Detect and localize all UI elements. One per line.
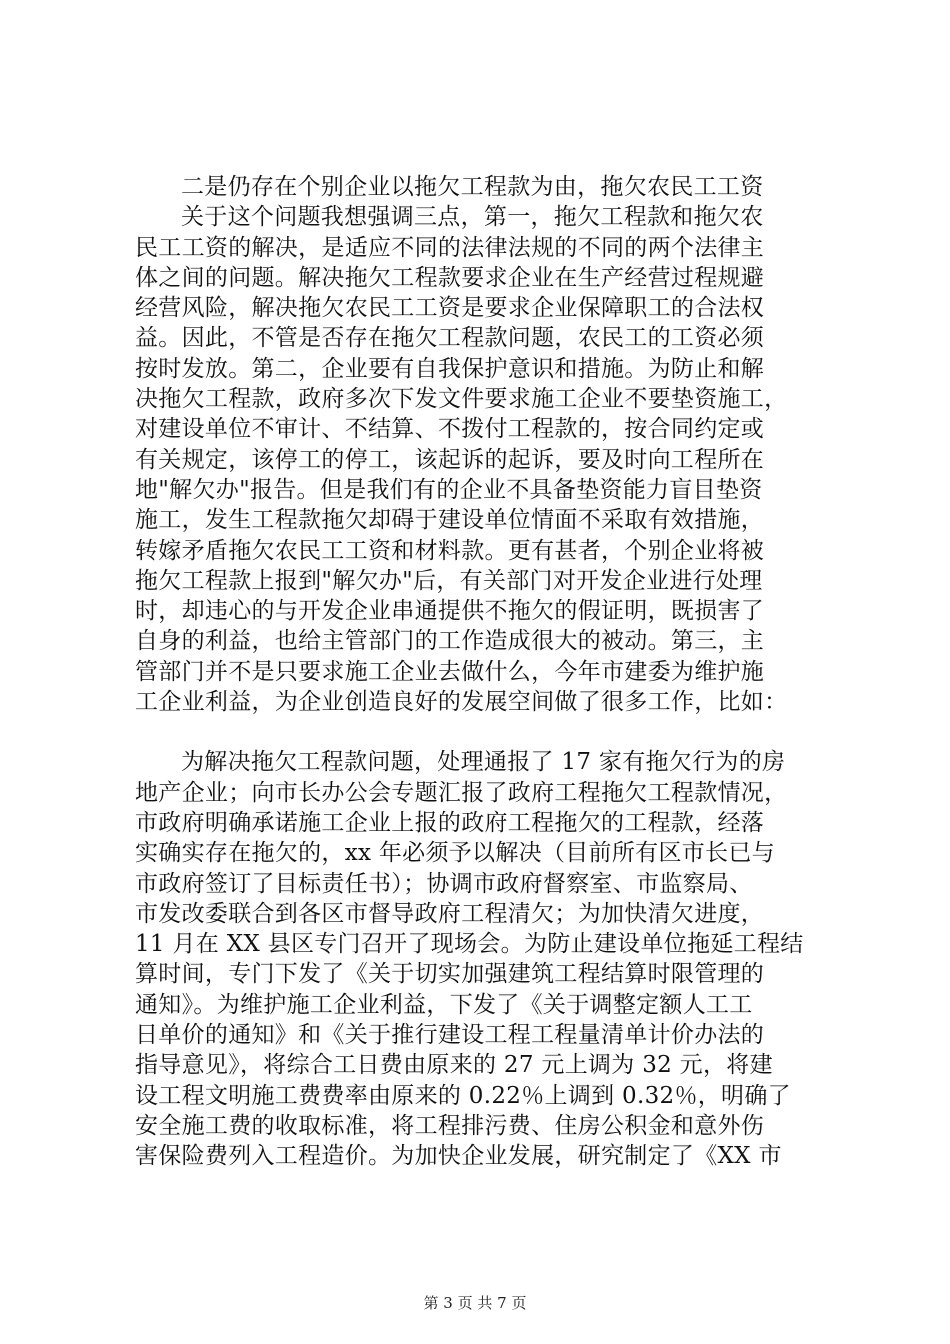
paragraph-1 bbox=[135, 172, 825, 202]
text-line: 益。因此，不管是否存在拖欠工程款问题，农民工的工资必须 bbox=[135, 325, 765, 352]
text-line: 经营风险，解决拖欠农民工工资是要求企业保障职工的合法权 bbox=[135, 295, 765, 322]
text-line: 体之间的问题。解决拖欠工程款要求企业在生产经营过程规避 bbox=[135, 264, 765, 291]
text-line: 地产企业；向市长办公会专题汇报了政府工程拖欠工程款情况， bbox=[135, 779, 788, 806]
text-line: 日单价的通知》和《关于推行建设工程工程量清单计价办法的 bbox=[135, 1022, 765, 1049]
text-line: 民工工资的解决，是适应不同的法律法规的不同的两个法律主 bbox=[135, 234, 765, 261]
text-line: 指导意见》，将综合工日费由原来的 27 元上调为 32 元，将建 bbox=[135, 1052, 773, 1079]
paragraph-3 bbox=[135, 747, 825, 1171]
text-line: 为解决拖欠工程款问题，处理通报了 17 家有拖欠行为的房 bbox=[181, 749, 786, 776]
text-line: 按时发放。第二，企业要有自我保护意识和措施。为防止和解 bbox=[135, 355, 765, 382]
text-line: 工企业利益，为企业创造良好的发展空间做了很多工作，比如： bbox=[135, 689, 788, 716]
text-line: 有关规定，该停工的停工，该起诉的起诉，要及时向工程所在 bbox=[135, 446, 765, 473]
text-line: 决拖欠工程款，政府多次下发文件要求施工企业不要垫资施工， bbox=[135, 386, 788, 413]
text-line: 安全施工费的收取标准，将工程排污费、住房公积金和意外伤 bbox=[135, 1112, 765, 1139]
text-line: 通知》。为维护施工企业利益，下发了《关于调整定额人工工 bbox=[135, 991, 753, 1018]
text-line: 设工程文明施工费费率由原来的 0.22％上调到 0.32％，明确了 bbox=[135, 1082, 791, 1109]
text-line: 管部门并不是只要求施工企业去做什么，今年市建委为维护施 bbox=[135, 658, 765, 685]
text-line: 市政府签订了目标责任书）；协调市政府督察室、市监察局、 bbox=[135, 870, 753, 897]
text-line: 实确实存在拖欠的，xx 年必须予以解决（目前所有区市长已与 bbox=[135, 840, 775, 867]
text-line: 时，却违心的与开发企业串通提供不拖欠的假证明，既损害了 bbox=[135, 598, 765, 625]
text-line: 二是仍存在个别企业以拖欠工程款为由，拖欠农民工工资 bbox=[181, 174, 764, 200]
paragraph-2 bbox=[135, 202, 825, 717]
text-line: 11 月在 XX 县区专门召开了现场会。为防止建设单位拖延工程结 bbox=[135, 931, 804, 958]
text-line: 市发改委联合到各区市督导政府工程清欠；为加快清欠进度， bbox=[135, 900, 765, 927]
text-line: 地"解欠办"报告。但是我们有的企业不具备垫资能力盲目垫资 bbox=[135, 476, 763, 503]
text-line: 自身的利益，也给主管部门的工作造成很大的被动。第三，主 bbox=[135, 628, 765, 655]
text-line: 算时间，专门下发了《关于切实加强建筑工程结算时限管理的 bbox=[135, 961, 765, 988]
text-line: 关于这个问题我想强调三点，第一，拖欠工程款和拖欠农 bbox=[181, 204, 764, 231]
text-line: 害保险费列入工程造价。为加快企业发展，研究制定了《XX 市 bbox=[135, 1143, 782, 1170]
page-number-footer: 第 3 页 共 7 页 bbox=[423, 1294, 527, 1312]
text-line: 市政府明确承诺施工企业上报的政府工程拖欠的工程款，经落 bbox=[135, 809, 765, 836]
text-line: 转嫁矛盾拖欠农民工工资和材料款。更有甚者，个别企业将被 bbox=[135, 537, 765, 564]
document-body bbox=[135, 172, 825, 1172]
text-line: 对建设单位不审计、不结算、不拨付工程款的，按合同约定或 bbox=[135, 416, 765, 443]
text-line: 拖欠工程款上报到"解欠办"后，有关部门对开发企业进行处理 bbox=[135, 567, 763, 594]
text-line: 施工，发生工程款拖欠却碍于建设单位情面不采取有效措施， bbox=[135, 507, 765, 534]
paragraph-spacer bbox=[135, 717, 825, 747]
